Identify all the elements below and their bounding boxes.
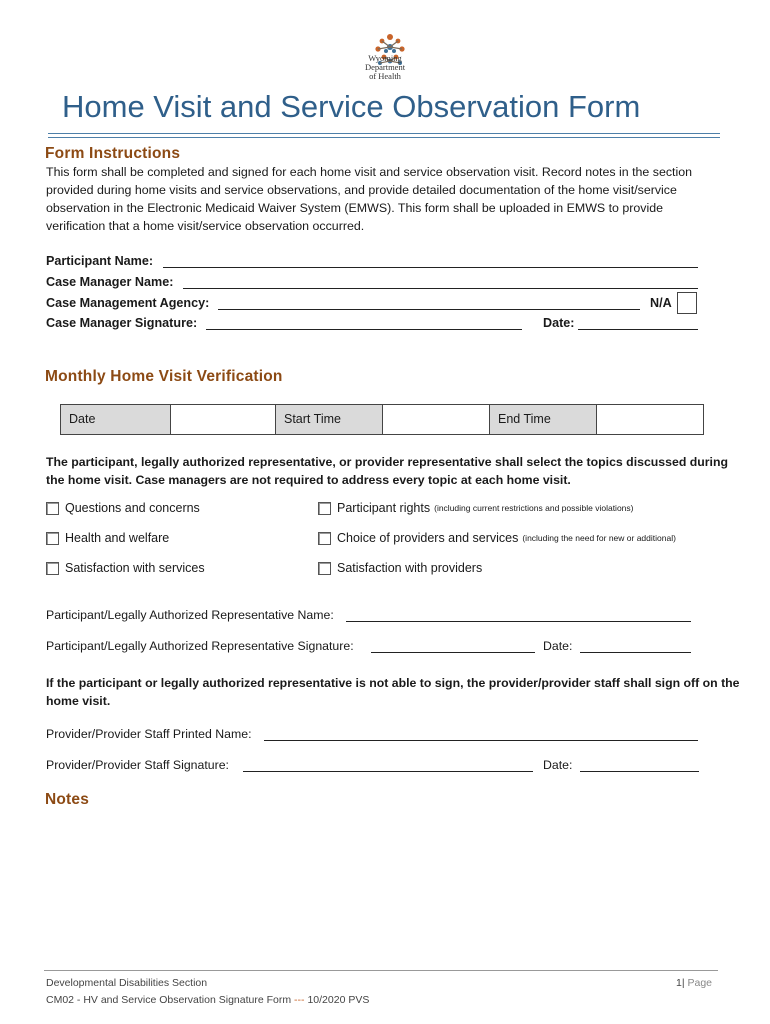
participant-name-field[interactable] [163, 267, 698, 268]
checkbox-label: Questions and concerns [65, 501, 200, 515]
notes-heading: Notes [45, 791, 90, 808]
case-manager-name-field[interactable] [183, 288, 698, 289]
checkbox-label: Choice of providers and services [337, 531, 519, 545]
rep-date-label: Date: [543, 639, 573, 653]
footer-date-code: 10/2020 PVS [307, 994, 370, 1006]
logo-text [350, 54, 420, 81]
case-management-agency-field[interactable] [218, 309, 640, 310]
checkbox-label: Satisfaction with services [65, 561, 205, 575]
instructions-line: observation in the Electronic Medicaid Waiver System (EMWS). This form shall be uploaded in EMWS to provide [46, 201, 664, 215]
notes-area[interactable] [45, 815, 715, 960]
footer-section: Developmental Disabilities Section [46, 977, 208, 989]
topics-line: the home visit. Case managers are not required to address every topic at each home visit. [46, 473, 571, 487]
case-management-agency-label: Case Management Agency: [46, 296, 210, 310]
start-time-header: Start Time [276, 405, 383, 434]
logo-line-1: Wyoming [368, 53, 402, 63]
provider-name-label: Provider/Provider Staff Printed Name: [46, 727, 252, 741]
rep-signature-label: Participant/Legally Authorized Representative Signature: [46, 639, 354, 653]
rep-date-field[interactable] [580, 652, 691, 653]
start-time-cell[interactable] [383, 405, 490, 434]
footer-dashes: --- [294, 994, 305, 1006]
checkbox[interactable] [46, 562, 59, 575]
instructions-line: This form shall be completed and signed for each home visit and service observation visit. Record notes in the section [46, 165, 693, 179]
checkbox[interactable] [318, 502, 331, 515]
topic-participant-rights[interactable] [318, 501, 633, 515]
logo-line-2: Department [364, 62, 406, 72]
checkbox[interactable] [46, 502, 59, 515]
end-time-cell[interactable] [597, 405, 703, 434]
page-title: Home Visit and Service Observation Form [62, 89, 641, 124]
provider-date-label: Date: [543, 758, 573, 772]
visit-times-table [60, 404, 704, 435]
checkbox[interactable] [318, 532, 331, 545]
topic-health-welfare[interactable] [46, 531, 169, 545]
footer-form-id [46, 994, 369, 1006]
instructions-line: verification that a home visit/service observation occurred. [46, 219, 365, 233]
logo-line-3: of Health [369, 71, 401, 81]
footer-form-name: CM02 - HV and Service Observation Signature Form [46, 994, 292, 1006]
topic-questions-concerns[interactable] [46, 501, 200, 515]
date-cell[interactable] [171, 405, 276, 434]
provider-signature-label: Provider/Provider Staff Signature: [46, 758, 229, 772]
topics-instructions [46, 453, 728, 489]
checkbox-label: Participant rights [337, 501, 431, 515]
provider-name-field[interactable] [264, 740, 698, 741]
checkbox-label: Health and welfare [65, 531, 170, 545]
rep-name-field[interactable] [346, 621, 691, 622]
case-manager-date-field[interactable] [578, 329, 698, 330]
topic-satisfaction-services[interactable] [46, 561, 205, 575]
participant-name-label: Participant Name: [46, 254, 154, 268]
topic-choice-providers[interactable] [318, 531, 676, 545]
instructions-line: provided during home visits and service observations, and provide detailed documentation of the home visit/service [46, 183, 677, 197]
provider-note-line: If the participant or legally authorized representative is not able to sign, the provider/provider staff shall sign off on the [46, 676, 740, 690]
end-time-header: End Time [490, 405, 597, 434]
title-divider [48, 133, 720, 138]
checkbox-note: (including the need for new or additional) [522, 533, 676, 543]
footer-divider [44, 970, 718, 971]
case-manager-name-label: Case Manager Name: [46, 275, 174, 289]
date-header: Date [61, 405, 171, 434]
topic-satisfaction-providers[interactable] [318, 561, 482, 575]
checkbox-note: (including current restrictions and possible violations) [434, 503, 634, 513]
na-checkbox[interactable] [677, 292, 697, 314]
instructions-heading: Form Instructions [45, 145, 181, 162]
provider-signature-field[interactable] [243, 771, 533, 772]
provider-note-line: home visit. [46, 694, 111, 708]
rep-name-label: Participant/Legally Authorized Representative Name: [46, 608, 334, 622]
topics-line: The participant, legally authorized representative, or provider representative shall select the topics discussed during [46, 455, 728, 469]
na-label: N/A [650, 296, 672, 310]
case-manager-signature-label: Case Manager Signature: [46, 316, 198, 330]
rep-signature-field[interactable] [371, 652, 535, 653]
case-manager-signature-field[interactable] [206, 329, 522, 330]
provider-instructions [46, 674, 740, 710]
page-number-value: 1 [676, 977, 682, 989]
checkbox-label: Satisfaction with providers [337, 561, 483, 575]
page-number: 1| Page [676, 977, 713, 989]
case-manager-date-label: Date: [543, 316, 575, 330]
checkbox[interactable] [46, 532, 59, 545]
checkbox[interactable] [318, 562, 331, 575]
provider-date-field[interactable] [580, 771, 699, 772]
monthly-verification-heading: Monthly Home Visit Verification [45, 368, 283, 385]
instructions-paragraph [46, 163, 726, 235]
page-label: Page [687, 977, 713, 989]
